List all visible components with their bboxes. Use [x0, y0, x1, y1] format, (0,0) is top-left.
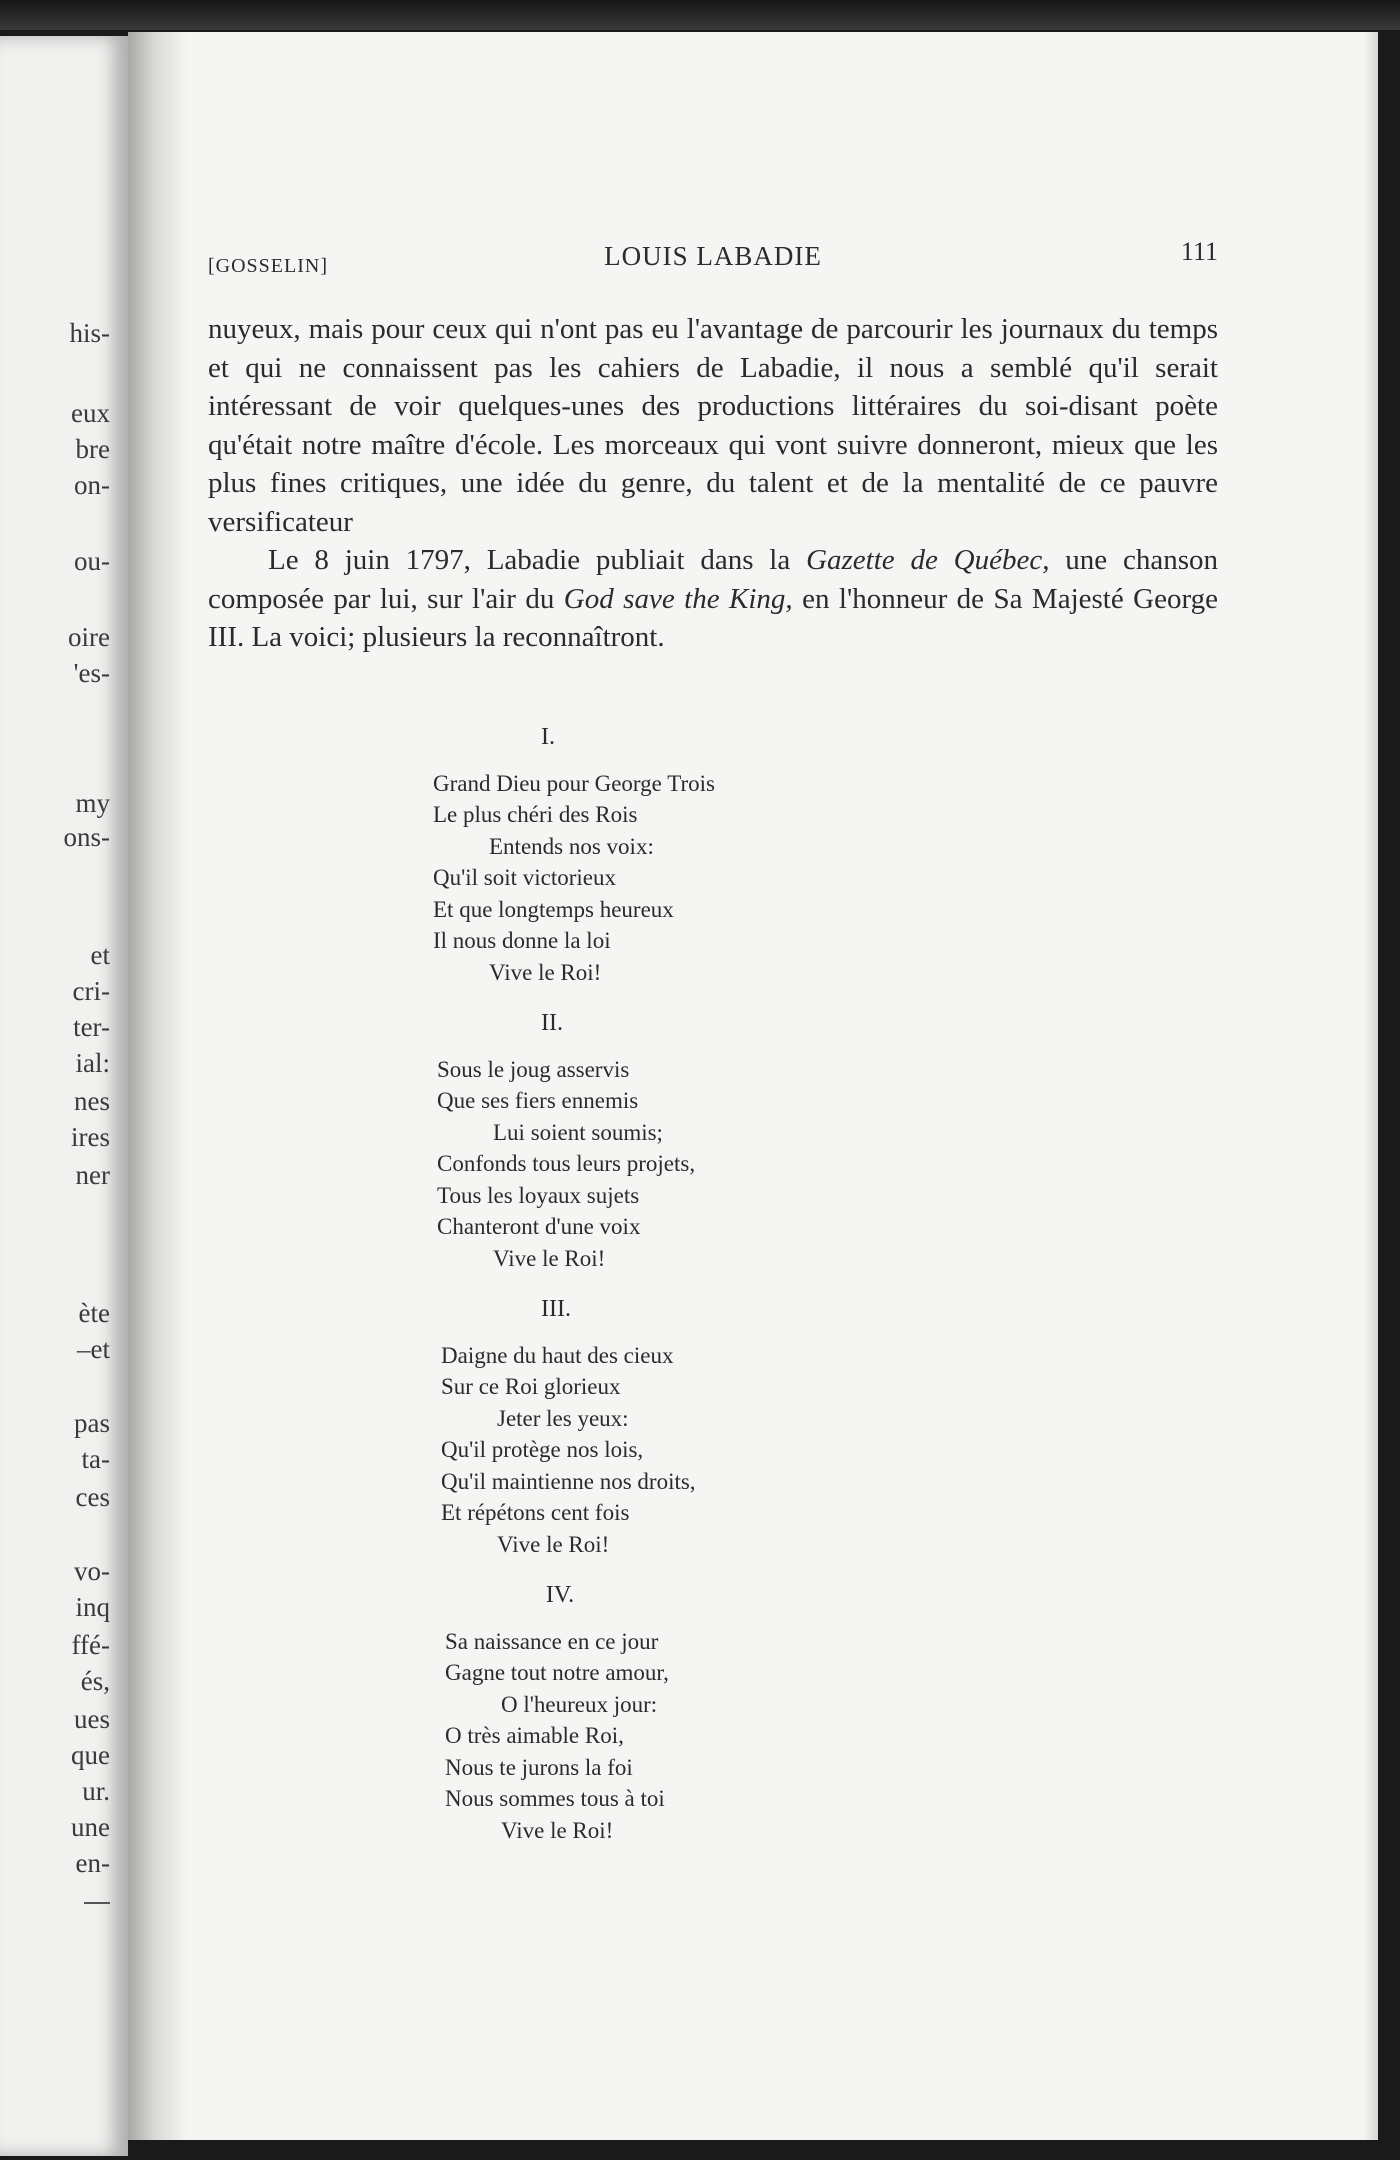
left-page-edge [0, 36, 128, 2156]
left-page-fragment: que [71, 1740, 110, 1770]
stanza-number: III. [541, 1296, 571, 1322]
left-page-fragment: ter- [73, 1012, 110, 1042]
stanza-number: II. [541, 1010, 563, 1036]
poem-line: Gagne tout notre amour, [445, 1660, 669, 1685]
anthem-title: God save the King, [563, 582, 793, 615]
poem-line: Et que longtemps heureux [433, 896, 674, 922]
poem-line: Chanteront d'une voix [437, 1214, 641, 1239]
right-page [128, 32, 1378, 2140]
poem-line: Sa naissance en ce jour [445, 1628, 659, 1654]
poem-line: Sous le joug asservis [437, 1056, 630, 1082]
left-page-fragment: en- [75, 1848, 110, 1878]
left-page-fragment: on- [74, 470, 110, 500]
left-page-fragment: 'es- [73, 658, 110, 688]
scan-frame-top [0, 0, 1400, 30]
poem-line: Sur ce Roi glorieux [441, 1374, 621, 1399]
left-page-fragment: ues [74, 1704, 110, 1734]
left-page-fragment: ial: [75, 1048, 110, 1078]
running-header [208, 237, 1218, 281]
gazette-title: Gazette de Québec, [806, 544, 1050, 576]
left-page-fragment: une [71, 1812, 110, 1842]
poem-line: Entends nos voix: [489, 833, 654, 859]
left-page-fragment: pas [74, 1408, 110, 1438]
paragraph-2-text-c: en l'honneur de Sa Majesté George III. La voici; plusieurs la reconnaîtront. [208, 582, 1218, 653]
header-title: LOUIS LABADIE [604, 241, 822, 271]
left-page-fragment: eux [71, 398, 110, 428]
poem-line: Daigne du haut des cieux [441, 1342, 674, 1368]
left-page-fragment: ète [78, 1298, 110, 1328]
paragraph-1: nuyeux, mais pour ceux qui n'ont pas eu l'avantage de parcourir les journaux du temps et qui ne connaissent pas les cahiers de Labadie, il nous a semblé qu'il serait intéressant de voir quelques-unes des productions littéraires du soi-disant poète qu'était notre maître d'école. Les morceaux qui vont suivre donneront, mieux que les plus fines critiques, une idée du genre, du talent et de la mentalité de ce pauvre versificateur [208, 313, 1218, 538]
poem-line: O très aimable Roi, [445, 1723, 624, 1748]
left-page-fragment: ner [75, 1160, 110, 1190]
header-author: [GOSSELIN] [208, 255, 328, 277]
left-page-fragment: my [75, 788, 110, 818]
left-page-fragment: ou- [74, 546, 110, 576]
page-number: 111 [1180, 237, 1218, 266]
left-page-fragment: oire [68, 622, 110, 652]
poem-line: Confonds tous leurs projets, [437, 1151, 696, 1176]
stanza-number: IV. [545, 1582, 575, 1608]
poem-line: O l'heureux jour: [501, 1691, 658, 1717]
poem-line: Vive le Roi! [493, 1245, 606, 1271]
left-page-fragment: ffé- [71, 1630, 110, 1660]
poem-line: Vive le Roi! [497, 1531, 610, 1557]
left-page-fragment: –et [77, 1334, 110, 1364]
left-page-fragment: ires [71, 1122, 110, 1152]
poem-line: Lui soient soumis; [493, 1119, 663, 1145]
paragraph-2-text-b: une chanson composée par lui, sur l'air du [208, 544, 1219, 615]
poem-line: Qu'il protège nos lois, [441, 1437, 644, 1462]
poem-line: Nous sommes tous à toi [445, 1786, 665, 1811]
stanza-number: I. [541, 724, 555, 750]
stanza [445, 1580, 933, 1846]
left-page-fragment: cri- [72, 976, 110, 1006]
poem-line: Vive le Roi! [489, 959, 602, 985]
poem-line: Tous les loyaux sujets [437, 1182, 640, 1208]
left-page-fragment: vo- [74, 1556, 110, 1586]
poem-line: Et répétons cent fois [441, 1500, 630, 1525]
poem-line: Que ses fiers ennemis [437, 1088, 639, 1113]
paragraph-2-text-a: Le 8 juin 1797, Labadie publiait dans la [268, 544, 807, 576]
paragraph-2 [208, 541, 1218, 657]
body-text [208, 310, 1218, 657]
poem-line: Qu'il maintienne nos droits, [441, 1468, 696, 1494]
left-page-fragment: et [90, 940, 110, 970]
left-page-fragment: ons- [63, 822, 110, 852]
poem-line: Jeter les yeux: [497, 1405, 629, 1431]
left-page-rule [84, 1902, 110, 1904]
left-page-fragment: bre [75, 434, 110, 464]
poem-line: Nous te jurons la foi [445, 1754, 633, 1780]
left-page-fragment: ur. [82, 1776, 110, 1806]
stanza [441, 1294, 933, 1560]
page-edge-shadow [1364, 32, 1378, 2140]
book-gutter-shadow [128, 32, 188, 2140]
poem-line: Le plus chéri des Rois [433, 802, 638, 827]
song-poem [433, 722, 933, 1866]
poem-line: Qu'il soit victorieux [433, 865, 617, 890]
left-page-fragment: és, [80, 1666, 110, 1696]
stanza [437, 1008, 933, 1274]
stanza [433, 722, 933, 988]
left-page-fragment: ces [75, 1482, 110, 1512]
left-page-fragment: ta- [81, 1444, 110, 1474]
poem-line: Grand Dieu pour George Trois [433, 770, 715, 796]
left-page-fragment: his- [69, 318, 110, 348]
poem-line: Il nous donne la loi [433, 928, 611, 953]
left-page-fragment: inq [75, 1592, 110, 1622]
left-page-fragment: nes [74, 1086, 110, 1116]
poem-line: Vive le Roi! [501, 1817, 614, 1843]
